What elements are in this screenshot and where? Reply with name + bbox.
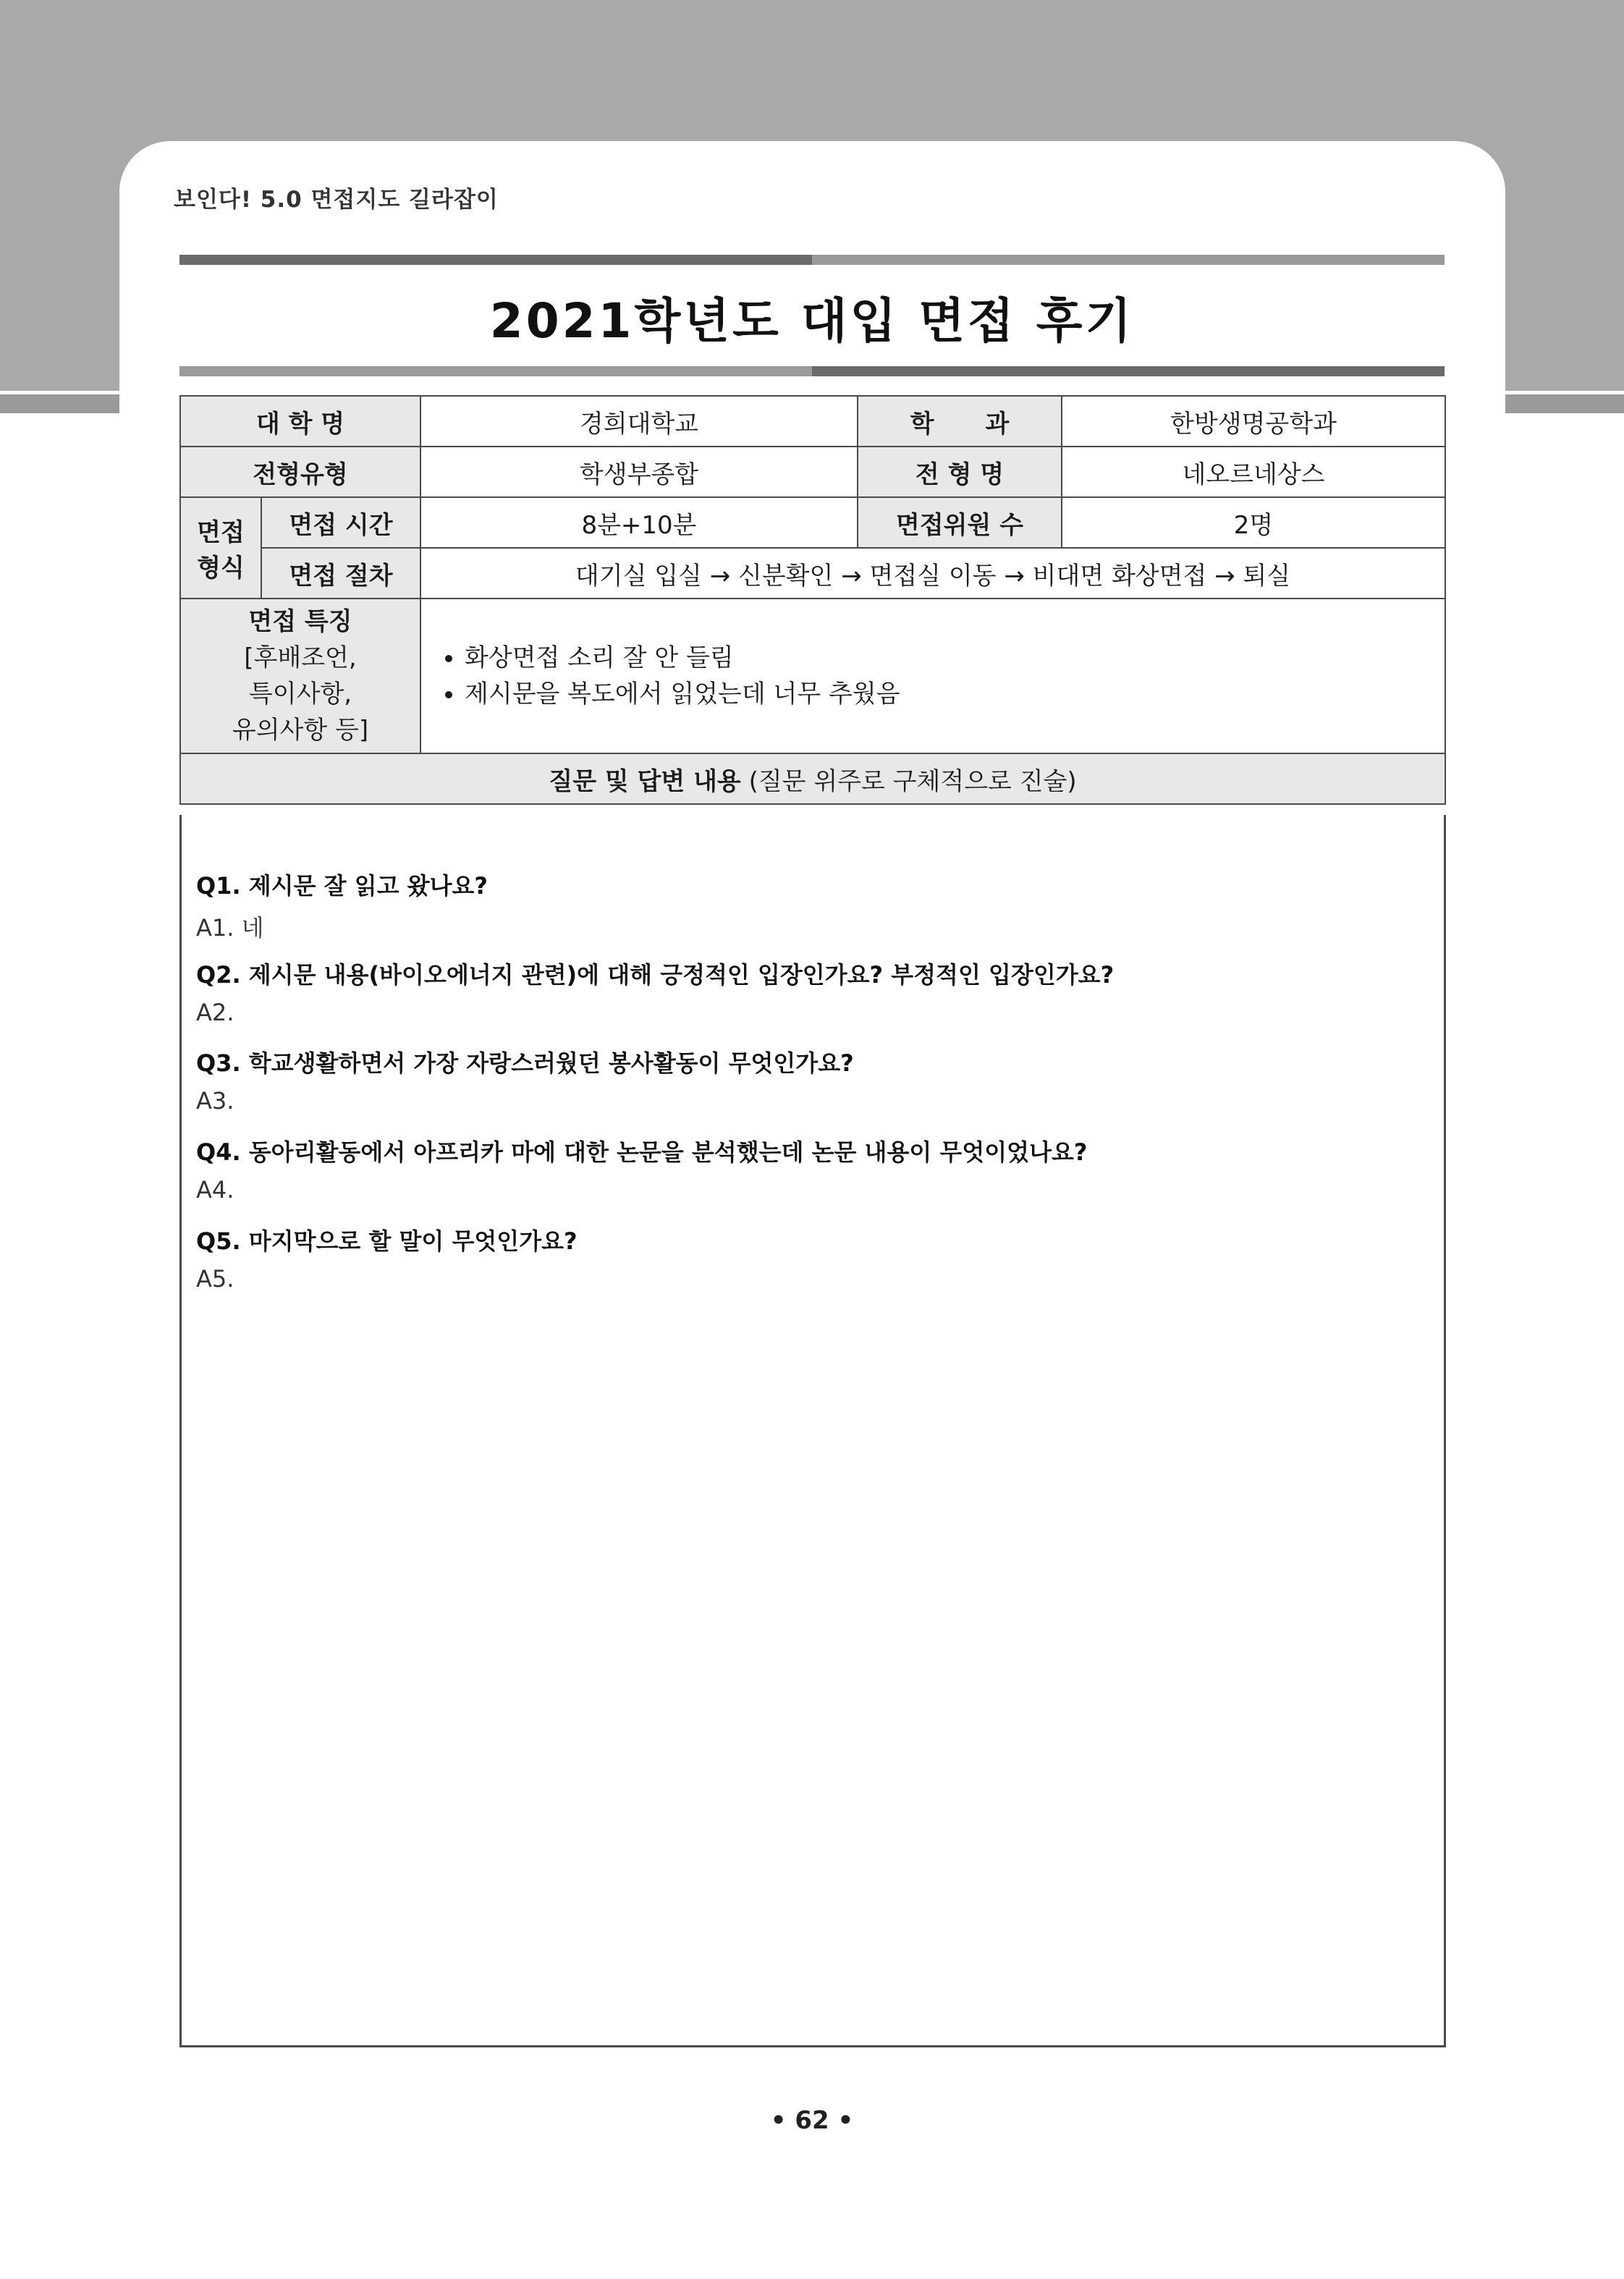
title-rule-bottom bbox=[179, 366, 1445, 376]
qa-item bbox=[196, 1134, 1087, 1204]
question: Q3. 학교생활하면서 가장 자랑스러웠던 봉사활동이 무엇인가요? bbox=[196, 1049, 854, 1077]
features-label-line3: 특이사항, bbox=[248, 680, 352, 709]
interviewers-value: 2명 bbox=[1062, 497, 1445, 548]
qa-heading-bold: 질문 및 답변 내용 bbox=[549, 766, 741, 796]
qa-heading-note: (질문 위주로 구체적으로 진술) bbox=[740, 766, 1077, 796]
university-label: 대 학 명 bbox=[180, 396, 420, 447]
features-label-line2: [후배조언, bbox=[244, 643, 357, 672]
time-value: 8분+10분 bbox=[420, 497, 858, 548]
admission-type-label: 전형유형 bbox=[180, 447, 420, 497]
page-number: • 62 • bbox=[770, 2106, 854, 2135]
list-item: • 화상면접 소리 잘 안 들림 bbox=[465, 640, 1445, 676]
department-label: 학 과 bbox=[858, 396, 1062, 447]
table-row bbox=[180, 447, 1445, 497]
format-label bbox=[180, 497, 261, 599]
question: Q5. 마지막으로 할 말이 무엇인가요? bbox=[196, 1227, 578, 1255]
question: Q4. 동아리활동에서 아프리카 마에 대한 논문을 분석했는데 논문 내용이 무엇이었나요? bbox=[196, 1138, 1088, 1166]
answer: A1. 네 bbox=[196, 914, 264, 942]
qa-item bbox=[196, 957, 1114, 1026]
features-label-line4: 유의사항 등] bbox=[232, 716, 369, 745]
interview-info-table bbox=[179, 395, 1446, 805]
answer: A2. bbox=[196, 999, 234, 1026]
answer: A4. bbox=[196, 1176, 234, 1204]
list-item: • 제시문을 복도에서 읽었는데 너무 추웠음 bbox=[465, 676, 1445, 712]
qa-body bbox=[179, 815, 1446, 2047]
question: Q1. 제시문 잘 읽고 왔나요? bbox=[196, 872, 488, 900]
format-label-line1: 면접 bbox=[197, 518, 245, 547]
procedure-label: 면접 절차 bbox=[261, 548, 420, 599]
qa-item bbox=[196, 1045, 854, 1115]
admission-name-value: 네오르네상스 bbox=[1062, 447, 1445, 497]
qa-heading bbox=[180, 753, 1445, 804]
question: Q2. 제시문 내용(바이오에너지 관련)에 대해 긍정적인 입장인가요? 부정적인 입장인가요? bbox=[196, 961, 1115, 989]
left-gray-strip bbox=[0, 394, 119, 413]
title-rule-top bbox=[179, 255, 1445, 265]
features-label bbox=[180, 599, 420, 753]
table-row bbox=[180, 396, 1445, 447]
table-row bbox=[180, 497, 1445, 548]
qa-item bbox=[196, 1223, 578, 1293]
table-row bbox=[180, 599, 1445, 753]
interviewers-label: 면접위원 수 bbox=[858, 497, 1062, 548]
department-value: 한방생명공학과 bbox=[1062, 396, 1445, 447]
table-row bbox=[180, 753, 1445, 804]
admission-type-value: 학생부종합 bbox=[420, 447, 858, 497]
features-label-line1: 면접 특징 bbox=[248, 607, 352, 636]
format-label-line2: 형식 bbox=[197, 554, 245, 583]
answer: A3. bbox=[196, 1087, 234, 1115]
procedure-value: 대기실 입실 → 신분확인 → 면접실 이동 → 비대면 화상면접 → 퇴실 bbox=[420, 548, 1445, 599]
admission-name-label: 전 형 명 bbox=[858, 447, 1062, 497]
right-gray-strip bbox=[1505, 394, 1624, 413]
qa-item bbox=[196, 868, 488, 943]
page-title: 2021학년도 대입 면접 후기 bbox=[489, 293, 1135, 349]
university-value: 경희대학교 bbox=[420, 396, 858, 447]
time-label: 면접 시간 bbox=[261, 497, 420, 548]
features-list bbox=[436, 640, 1445, 712]
table-row bbox=[180, 548, 1445, 599]
answer: A5. bbox=[196, 1265, 234, 1293]
running-head: 보인다! 5.0 면접지도 길라잡이 bbox=[174, 187, 499, 213]
features-value bbox=[420, 599, 1445, 753]
